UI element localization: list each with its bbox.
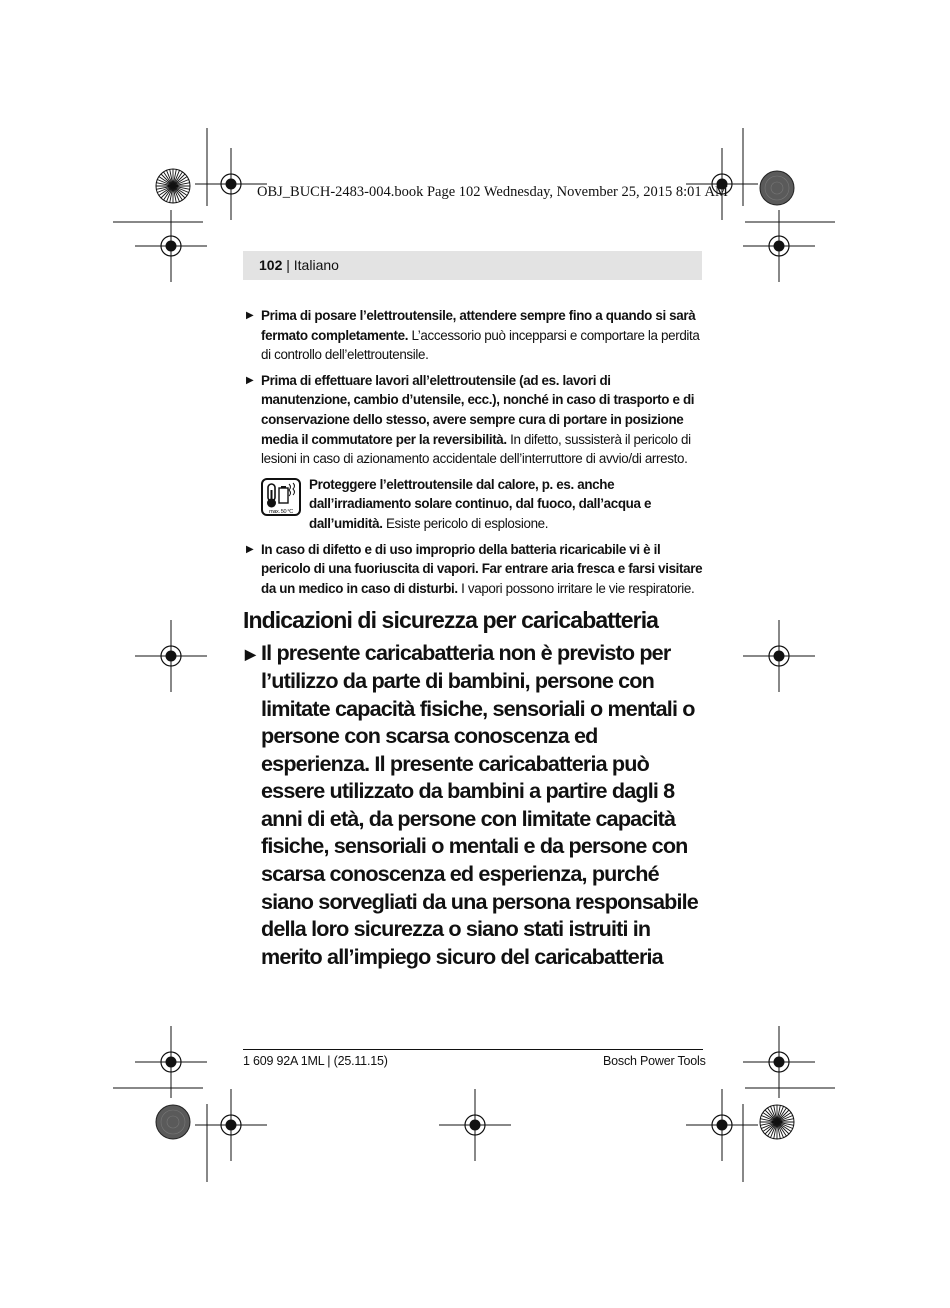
warning-normal-text: Esiste pericolo di esplosione. — [382, 515, 549, 531]
footer-brand: Bosch Power Tools — [603, 1054, 706, 1068]
bullet-bold-text: Prima di posare l’elettroutensile, attendere sempre fino a quando si sarà fermato completamente. — [261, 308, 696, 343]
bullet-bold-text: In caso di difetto e di uso improprio della batteria ricaricabile vi è il pericolo di una fuoriuscita di vapori. Far entrare aria fresca e farsi visitare da un medico in caso di disturbi. — [261, 541, 703, 596]
page-header-bar — [243, 251, 702, 280]
bullet-triangle-icon: ▶ — [246, 310, 254, 321]
page-header — [259, 257, 339, 273]
bullet-item — [243, 371, 703, 469]
bullet-normal-text: L’accessorio può incepparsi e comportare la perdita di controllo dell’elettroutensile. — [261, 327, 700, 363]
bullet-item — [243, 540, 703, 599]
bullet-normal-text: I vapori possono irritare le vie respiratorie. — [457, 580, 695, 596]
heat-icon-label: max. 50 °C — [269, 508, 293, 515]
page-number: 102 — [259, 257, 283, 273]
bullet-bold-text: Prima di effettuare lavori all’elettroutensile (ad es. lavori di manutenzione, cambio d’utensile, ecc.), nonché in caso di trasporto e di conservazione dello stesso, avere sempre cura di portare in posizione media il commutatore per la reversibilità. — [261, 372, 695, 447]
bullet-normal-text: In difetto, sussisterà il pericolo di lesioni in caso di azionamento accidentale dell’interruttore di avvio/di arresto. — [261, 431, 691, 467]
section-title: Indicazioni di sicurezza per caricabatteria — [243, 607, 659, 634]
bullet-triangle-icon: ▶ — [246, 374, 254, 386]
header-language: Italiano — [293, 257, 339, 273]
header-separator: | — [282, 257, 294, 273]
bullet-item — [243, 306, 703, 365]
bullet-triangle-icon: ▶ — [245, 646, 255, 663]
bullet-triangle-icon: ▶ — [246, 543, 254, 555]
charger-safety-bullet — [243, 639, 703, 970]
heat-warning-icon — [261, 478, 301, 516]
page-body — [243, 306, 703, 970]
warning-bold-text: Proteggere l’elettroutensile dal calore, p. es. anche dall’irradiamento solare continuo, dal fuoco, dall’acqua e dall’umidità. — [309, 476, 652, 531]
heat-warning — [243, 475, 703, 534]
footer-rule — [243, 1049, 703, 1050]
footer-doc-code: 1 609 92A 1ML | (25.11.15) — [243, 1054, 388, 1068]
print-slug-line: OBJ_BUCH-2483-004.book Page 102 Wednesday, November 25, 2015 8:01 AM — [257, 184, 728, 200]
charger-safety-text: Il presente caricabatteria non è previsto per l’utilizzo da parte di bambini, persone con limitate capacità fisiche, sensoriali o mentali o persone con scarsa conoscenza ed esperienza. Il presente caricabatteria può essere utilizzato da bambini a partire dagli 8 anni di età, da persone con limitate capacità fisiche, sensoriali o mentali e da persone con scarsa conoscenza ed esperienza, purché siano sorvegliati da una persona responsabile della loro sicurezza o siano stati istruiti in merito all’impiego sicuro del caricabatteria — [261, 640, 698, 969]
